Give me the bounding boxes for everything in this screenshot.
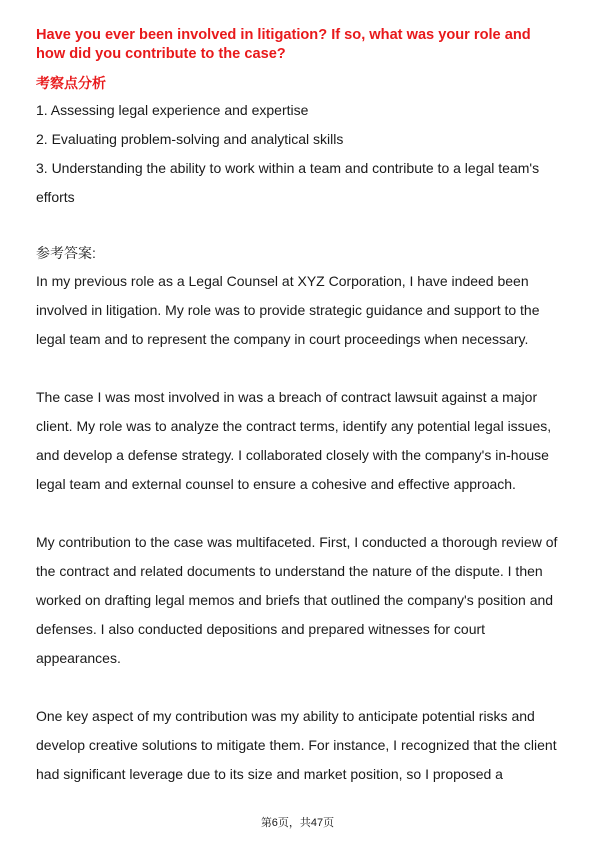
analysis-point: 2. Evaluating problem-solving and analytical skills: [36, 131, 344, 147]
analysis-point: 1. Assessing legal experience and expertise: [36, 102, 309, 118]
answer-paragraph: One key aspect of my contribution was my ability to anticipate potential risks and develop creative solutions to mitigate them. For instance, I recognized that the client had significant leverage due to its size and market position, so I proposed a: [36, 708, 557, 782]
answer-paragraph: My contribution to the case was multifaceted. First, I conducted a thorough review of the contract and related documents to understand the nature of the dispute. I then worked on drafting legal memos and briefs that outlined the company's position and defenses. I also conducted depositions and prepared witnesses for court appearances.: [36, 534, 558, 666]
analysis-point: 3. Understanding the ability to work within a team and contribute to a legal team's efforts: [36, 160, 540, 205]
answer-paragraph: The case I was most involved in was a breach of contract lawsuit against a major client. My role was to analyze the contract terms, identify any potential legal issues, and develop a defense strategy. I collaborated closely with the company's in-house legal team and external counsel to ensure a cohesive and effective approach.: [36, 389, 552, 492]
document-page: [36, 26, 560, 789]
analysis-title: 考察点分析: [36, 75, 106, 91]
analysis-points-list: [36, 96, 560, 212]
page-number-footer: 第6页，共47页: [260, 817, 335, 829]
question-heading: Have you ever been involved in litigation? If so, what was your role and how did you contribute to the case?: [36, 27, 531, 62]
answer-paragraph: In my previous role as a Legal Counsel at XYZ Corporation, I have indeed been involved in litigation. My role was to provide strategic guidance and support to the legal team and to represent the company in court proceedings when necessary.: [36, 273, 540, 347]
answer-title: 参考答案:: [36, 245, 96, 261]
